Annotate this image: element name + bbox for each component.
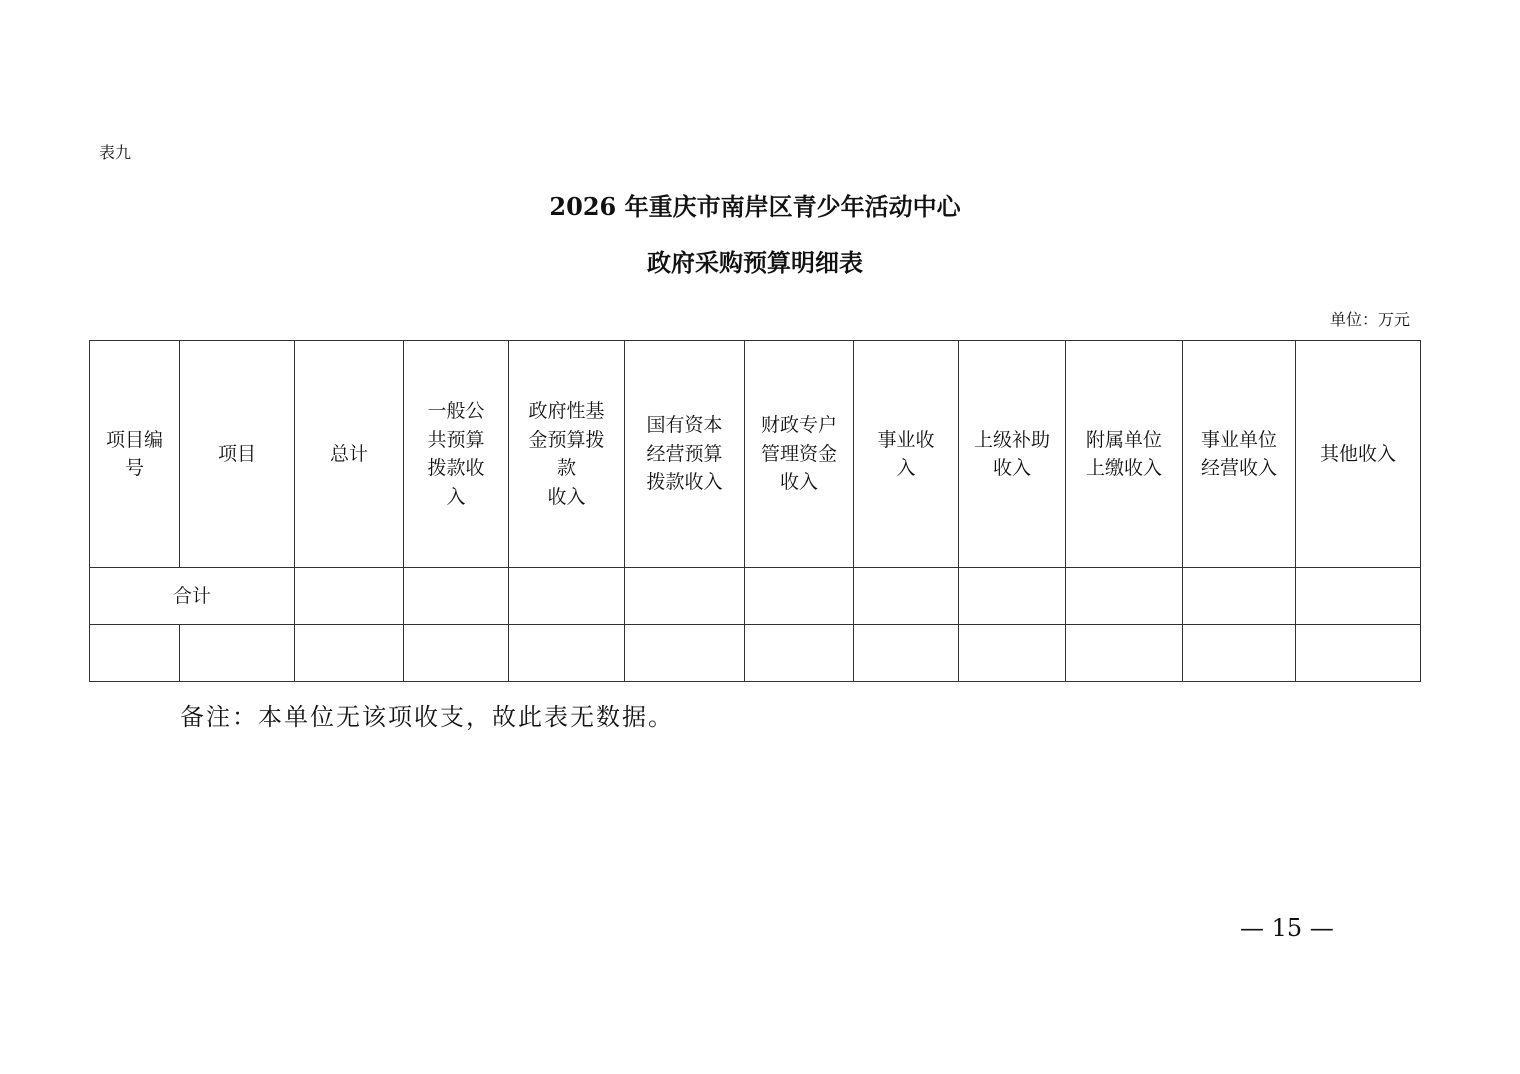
table-cell [1296,625,1421,682]
table-cell [1296,568,1421,625]
table-cell [745,568,854,625]
table-cell [180,625,295,682]
header-cell: 事业收 入 [854,341,959,568]
table-header-row [90,341,1421,568]
table-cell [509,568,625,625]
table-cell [295,568,404,625]
table-cell [854,568,959,625]
table-cell [625,568,745,625]
procurement-budget-table [89,340,1421,682]
header-cell: 事业单位 经营收入 [1183,341,1296,568]
total-label-cell: 合计 [90,568,295,625]
header-cell: 上级补助 收入 [959,341,1066,568]
table-cell [509,625,625,682]
table-label: 表九 [99,143,132,162]
table-cell [1066,568,1183,625]
table-cell [1066,625,1183,682]
header-cell: 国有资本 经营预算 拨款收入 [625,341,745,568]
table-cell [404,568,509,625]
table-cell [625,625,745,682]
unit-label: 单位：万元 [1329,310,1410,329]
page-number: — 15 — [1240,914,1334,942]
document-title: 2026 年重庆市南岸区青少年活动中心 [549,192,961,221]
table-cell [959,568,1066,625]
table-cell [295,625,404,682]
header-cell: 一般公 共预算 拨款收 入 [404,341,509,568]
header-cell: 项目编 号 [90,341,180,568]
table-total-row [90,568,1421,625]
header-cell: 项目 [180,341,295,568]
table-cell [1183,625,1296,682]
table-cell [1183,568,1296,625]
header-cell: 政府性基 金预算拨 款 收入 [509,341,625,568]
table-cell [404,625,509,682]
table-row [90,625,1421,682]
header-cell: 财政专户 管理资金 收入 [745,341,854,568]
table-cell [854,625,959,682]
header-cell: 总计 [295,341,404,568]
document-subtitle: 政府采购预算明细表 [647,248,863,277]
header-cell: 其他收入 [1296,341,1421,568]
table-cell [90,625,180,682]
table-cell [745,625,854,682]
header-cell: 附属单位 上缴收入 [1066,341,1183,568]
table-cell [959,625,1066,682]
table-note: 备注：本单位无该项收支，故此表无数据。 [180,703,674,731]
